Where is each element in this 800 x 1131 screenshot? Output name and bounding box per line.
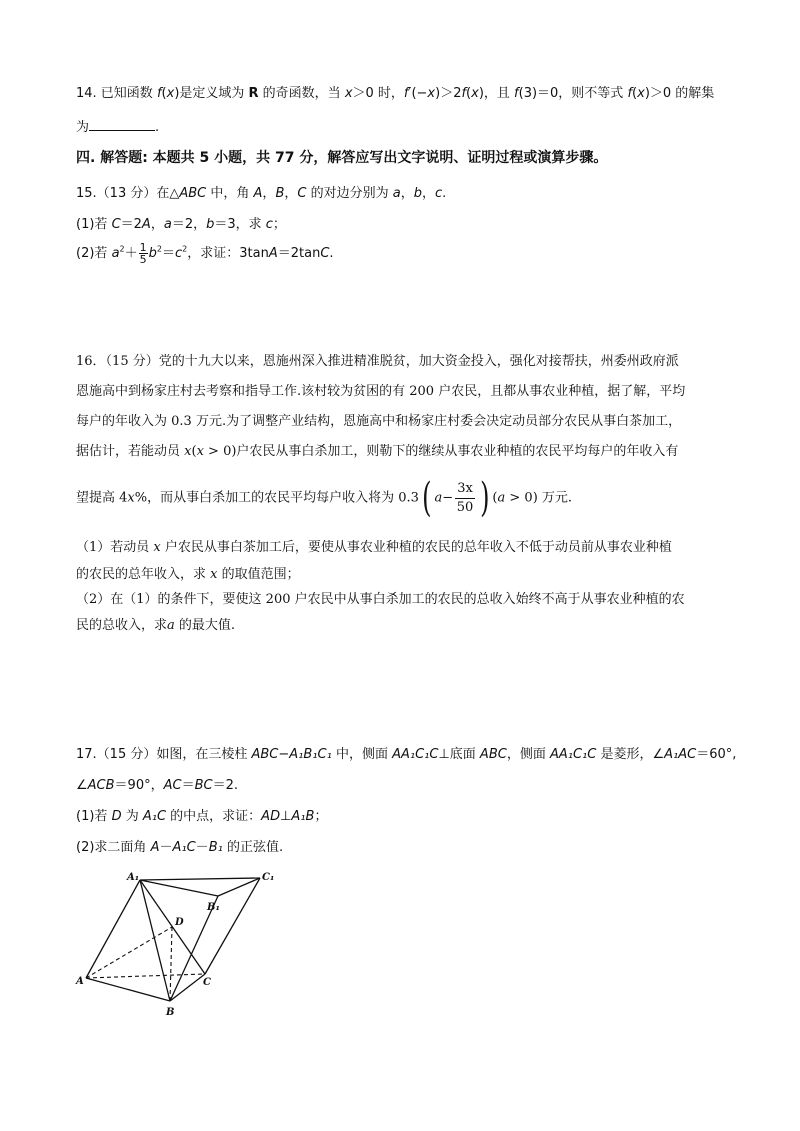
q14-line1: 14. 已知函数 f(x)是定义域为 R 的奇函数，当 x＞0 时，f′(−x)＞2f(x)，且 f(3)＝0，则不等式 f(x)＞0 的解集 <box>76 86 715 101</box>
edge-a1-b1 <box>140 880 218 896</box>
label-b: B <box>166 1007 175 1018</box>
q16-part2-line2: 民的总收入，求a 的最大值. <box>76 618 236 633</box>
q17-part1: (1)若 D 为 A₁C 的中点，求证：AD⊥A₁B； <box>76 809 328 824</box>
q16-line5: 望提高 4x%，而从事白杀加工的农民平均每户收入将为 0.3( a− $\frac{3x}{50}$ ) (a > 0) 万元. <box>76 475 573 521</box>
q15-stem: 15.（13 分）在△ABC 中，角 A，B，C 的对边分别为 a，b，c. <box>76 186 447 201</box>
label-d: D <box>175 917 184 928</box>
q16-line3: 每户的年收入为 0.3 万元.为了调整产业结构，恩施高中和杨家庄村委会决定动员部分农民从事白茶加工， <box>76 414 682 429</box>
section-heading: 四. 解答题: 本题共 5 小题，共 77 分，解答应写出文字说明、证明过程或演算步骤。 <box>76 150 608 166</box>
edge-c-c1 <box>205 878 260 974</box>
q16-part2-line1: （2）在（1）的条件下，要使这 200 户农民中从事白杀加工的农民的总收入始终不高于从事农业种植的农 <box>76 592 685 607</box>
q14-line2: 为 . <box>76 120 160 135</box>
edge-a1-a <box>86 880 140 978</box>
q16-line1: 16．（15 分）党的十九大以来，恩施州深入推进精准脱贫，加大资金投入，强化对接帮扶，州委州政府派 <box>76 354 679 369</box>
prism-figure <box>70 868 290 1028</box>
edge-a-b <box>86 978 170 1001</box>
q16-part1-line2: 的农民的总年收入，求 x 的取值范围； <box>76 567 300 582</box>
hidden-edge-d-b <box>170 927 172 1001</box>
q17-stem-line1: 17.（15 分）如图，在三棱柱 ABC−A₁B₁C₁ 中，侧面 AA₁C₁C⊥底面 ABC，侧面 AA₁C₁C 是菱形，∠A₁AC＝60°, <box>76 747 737 762</box>
left-paren: ( <box>422 475 432 521</box>
answer-blank <box>89 118 155 131</box>
q17-stem-line2: ∠ACB＝90°，AC＝BC＝2. <box>76 778 238 793</box>
q15-part1: (1)若 C＝2A，a＝2，b＝3，求 c； <box>76 217 286 232</box>
fraction-3x-over-50: $\frac{3x}{50}$ <box>456 480 474 515</box>
label-c1: C₁ <box>262 872 275 883</box>
hidden-edge-a-c <box>86 974 205 978</box>
edge-b-c <box>170 974 205 1001</box>
label-b1: B₁ <box>207 902 220 913</box>
q15-part2: (2)若 $a^2+$ $\frac{1}{5}$ $b^2=c^2$，求证：3tanA＝2tanC. <box>76 241 334 266</box>
edge-a1-c <box>140 880 205 974</box>
label-a: A <box>76 976 84 987</box>
q16-part1-line1: （1）若动员 x 户农民从事白茶加工后，要使从事农业种植的农民的总年收入不低于动员前从事农业种植 <box>76 540 672 555</box>
fraction-one-fifth: $\frac{1}{5}$ <box>139 241 147 266</box>
q17-part2: (2)求二面角 A－A₁C－B₁ 的正弦值. <box>76 840 284 855</box>
edge-a1-b <box>140 880 170 1001</box>
right-paren: ) <box>479 475 490 521</box>
label-a1: A₁ <box>127 872 140 883</box>
label-c: C <box>203 977 211 988</box>
edge-b1-c1 <box>218 878 260 896</box>
edge-a1-c1 <box>140 878 260 880</box>
q16-line4: 据估计，若能动员 x(x > 0)户农民从事白杀加工，则勒下的继续从事农业种植的农民平均每户的年收入有 <box>76 444 679 459</box>
q16-line2: 恩施高中到杨家庄村去考察和指导工作.该村较为贫困的有 200 户农民，且都从事农业种植，据了解，平均 <box>76 384 686 399</box>
hidden-edge-a-d <box>86 927 172 978</box>
